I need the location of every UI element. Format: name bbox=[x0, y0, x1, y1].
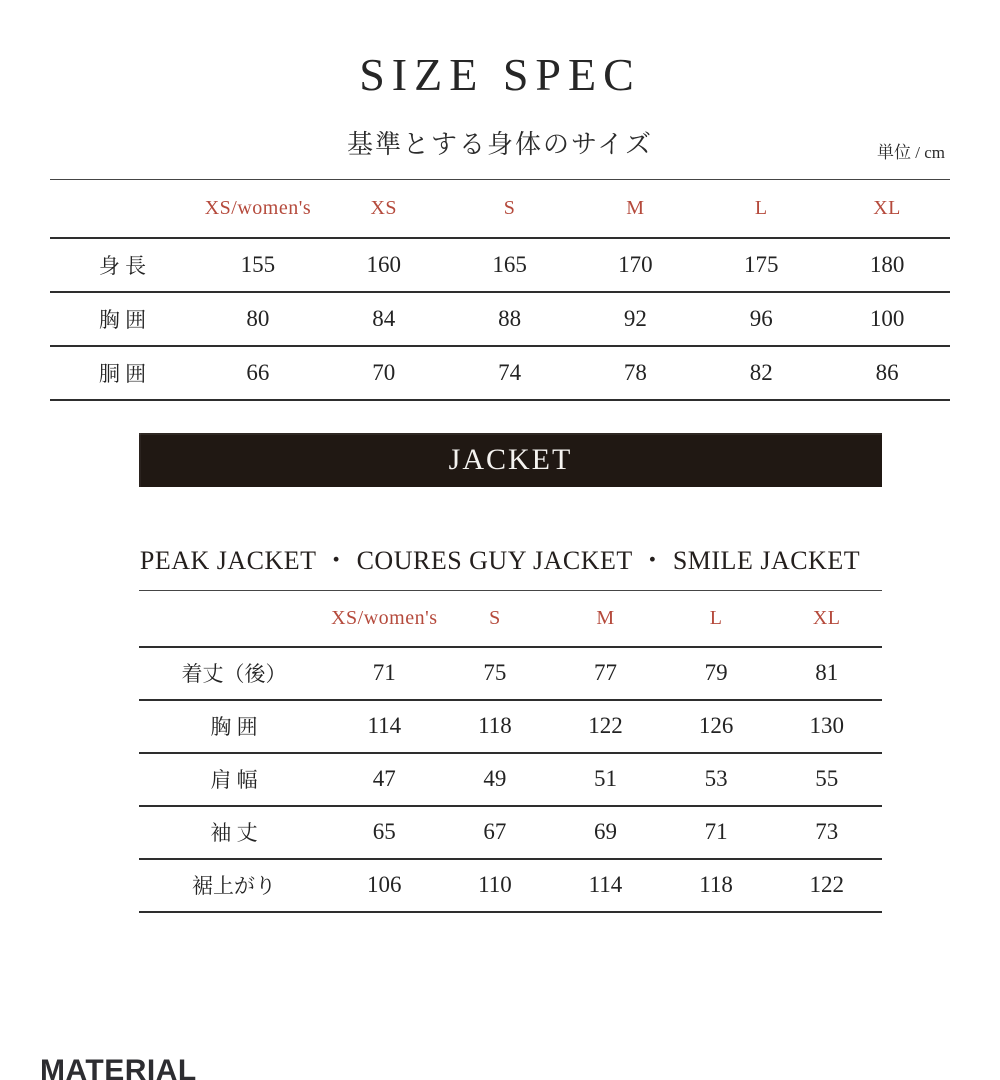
size-value-cell: 69 bbox=[593, 819, 617, 844]
table-row bbox=[50, 292, 950, 346]
size-value-cell: 84 bbox=[372, 305, 396, 331]
size-column-header: L bbox=[754, 196, 768, 219]
size-value-cell: 96 bbox=[749, 305, 773, 331]
size-value-cell: 71 bbox=[372, 660, 396, 685]
size-column-header: XS bbox=[370, 196, 398, 219]
size-value-cell: 114 bbox=[367, 713, 402, 738]
size-value-cell: 55 bbox=[815, 766, 839, 791]
unit-label: 単位 / cm bbox=[877, 143, 945, 162]
size-value-cell: 110 bbox=[478, 872, 512, 897]
table-row bbox=[139, 647, 882, 700]
jacket-section-banner-label: JACKET bbox=[448, 443, 573, 476]
size-value-cell: 49 bbox=[483, 766, 507, 791]
size-column-header: XS/women's bbox=[331, 606, 438, 629]
size-value-cell: 51 bbox=[593, 766, 617, 791]
size-value-cell: 160 bbox=[366, 251, 401, 277]
size-value-cell: 126 bbox=[698, 713, 734, 738]
size-value-cell: 70 bbox=[372, 359, 396, 385]
table-header-row bbox=[139, 591, 882, 647]
size-column-header: S bbox=[503, 196, 516, 219]
measurement-row-label: 胸 囲 bbox=[98, 307, 147, 332]
measurement-row-label: 肩 幅 bbox=[210, 768, 258, 792]
table-row bbox=[50, 346, 950, 400]
size-column-header: M bbox=[596, 606, 615, 629]
size-value-cell: 53 bbox=[704, 766, 728, 791]
jacket-size-table bbox=[139, 590, 882, 913]
size-value-cell: 130 bbox=[809, 713, 844, 738]
size-value-cell: 165 bbox=[492, 251, 527, 277]
measurement-row-label: 胸 囲 bbox=[210, 715, 258, 739]
size-value-cell: 74 bbox=[498, 359, 522, 385]
table-row bbox=[139, 859, 882, 912]
size-value-cell: 81 bbox=[815, 660, 839, 685]
size-column-header: M bbox=[626, 196, 645, 219]
size-value-cell: 82 bbox=[749, 359, 773, 385]
size-value-cell: 122 bbox=[588, 713, 623, 738]
size-value-cell: 79 bbox=[704, 660, 728, 685]
size-value-cell: 65 bbox=[372, 819, 396, 844]
size-value-cell: 67 bbox=[483, 819, 507, 844]
size-value-cell: 71 bbox=[704, 819, 728, 844]
table-header-row bbox=[50, 180, 950, 238]
material-heading: MATERIAL bbox=[40, 1054, 197, 1080]
size-value-cell: 180 bbox=[869, 251, 905, 277]
size-value-cell: 155 bbox=[240, 251, 276, 277]
size-value-cell: 75 bbox=[483, 660, 507, 685]
size-column-header: L bbox=[709, 606, 723, 629]
body-size-table bbox=[50, 179, 950, 401]
size-value-cell: 47 bbox=[372, 766, 396, 791]
size-column-header: XS/women's bbox=[204, 196, 312, 219]
size-value-cell: 66 bbox=[246, 359, 270, 385]
size-value-cell: 100 bbox=[869, 305, 905, 331]
table-row bbox=[139, 753, 882, 806]
measurement-row-label: 裾上がり bbox=[192, 874, 276, 898]
size-value-cell: 88 bbox=[498, 305, 522, 331]
table-row bbox=[139, 700, 882, 753]
measurement-row-label: 身 長 bbox=[98, 253, 147, 278]
size-value-cell: 77 bbox=[593, 660, 617, 685]
measurement-row-label: 袖 丈 bbox=[210, 821, 258, 845]
table-corner-cell bbox=[50, 180, 195, 238]
size-column-header: XL bbox=[812, 606, 841, 629]
table-row bbox=[139, 806, 882, 859]
size-value-cell: 170 bbox=[618, 251, 653, 277]
size-value-cell: 80 bbox=[246, 305, 270, 331]
page-title: SIZE SPEC bbox=[359, 49, 641, 100]
size-column-header: XL bbox=[873, 196, 901, 219]
size-value-cell: 106 bbox=[367, 872, 402, 897]
body-size-subtitle: 基準とする身体のサイズ bbox=[347, 130, 653, 159]
measurement-row-label: 胴 囲 bbox=[98, 361, 147, 386]
size-value-cell: 118 bbox=[478, 713, 512, 738]
size-value-cell: 122 bbox=[809, 872, 844, 897]
size-value-cell: 175 bbox=[743, 251, 779, 277]
size-value-cell: 118 bbox=[699, 872, 733, 897]
size-column-header: S bbox=[489, 606, 501, 629]
size-value-cell: 86 bbox=[875, 359, 899, 385]
jacket-models-heading: PEAK JACKET ・ COURES GUY JACKET ・ SMILE JACKET bbox=[139, 546, 861, 575]
size-value-cell: 78 bbox=[623, 359, 647, 385]
measurement-row-label: 着丈（後） bbox=[181, 662, 287, 686]
size-value-cell: 73 bbox=[815, 819, 839, 844]
jacket-section-banner bbox=[139, 433, 882, 487]
table-corner-cell bbox=[139, 591, 329, 647]
size-value-cell: 92 bbox=[623, 305, 647, 331]
table-row bbox=[50, 238, 950, 292]
size-value-cell: 114 bbox=[588, 872, 623, 897]
